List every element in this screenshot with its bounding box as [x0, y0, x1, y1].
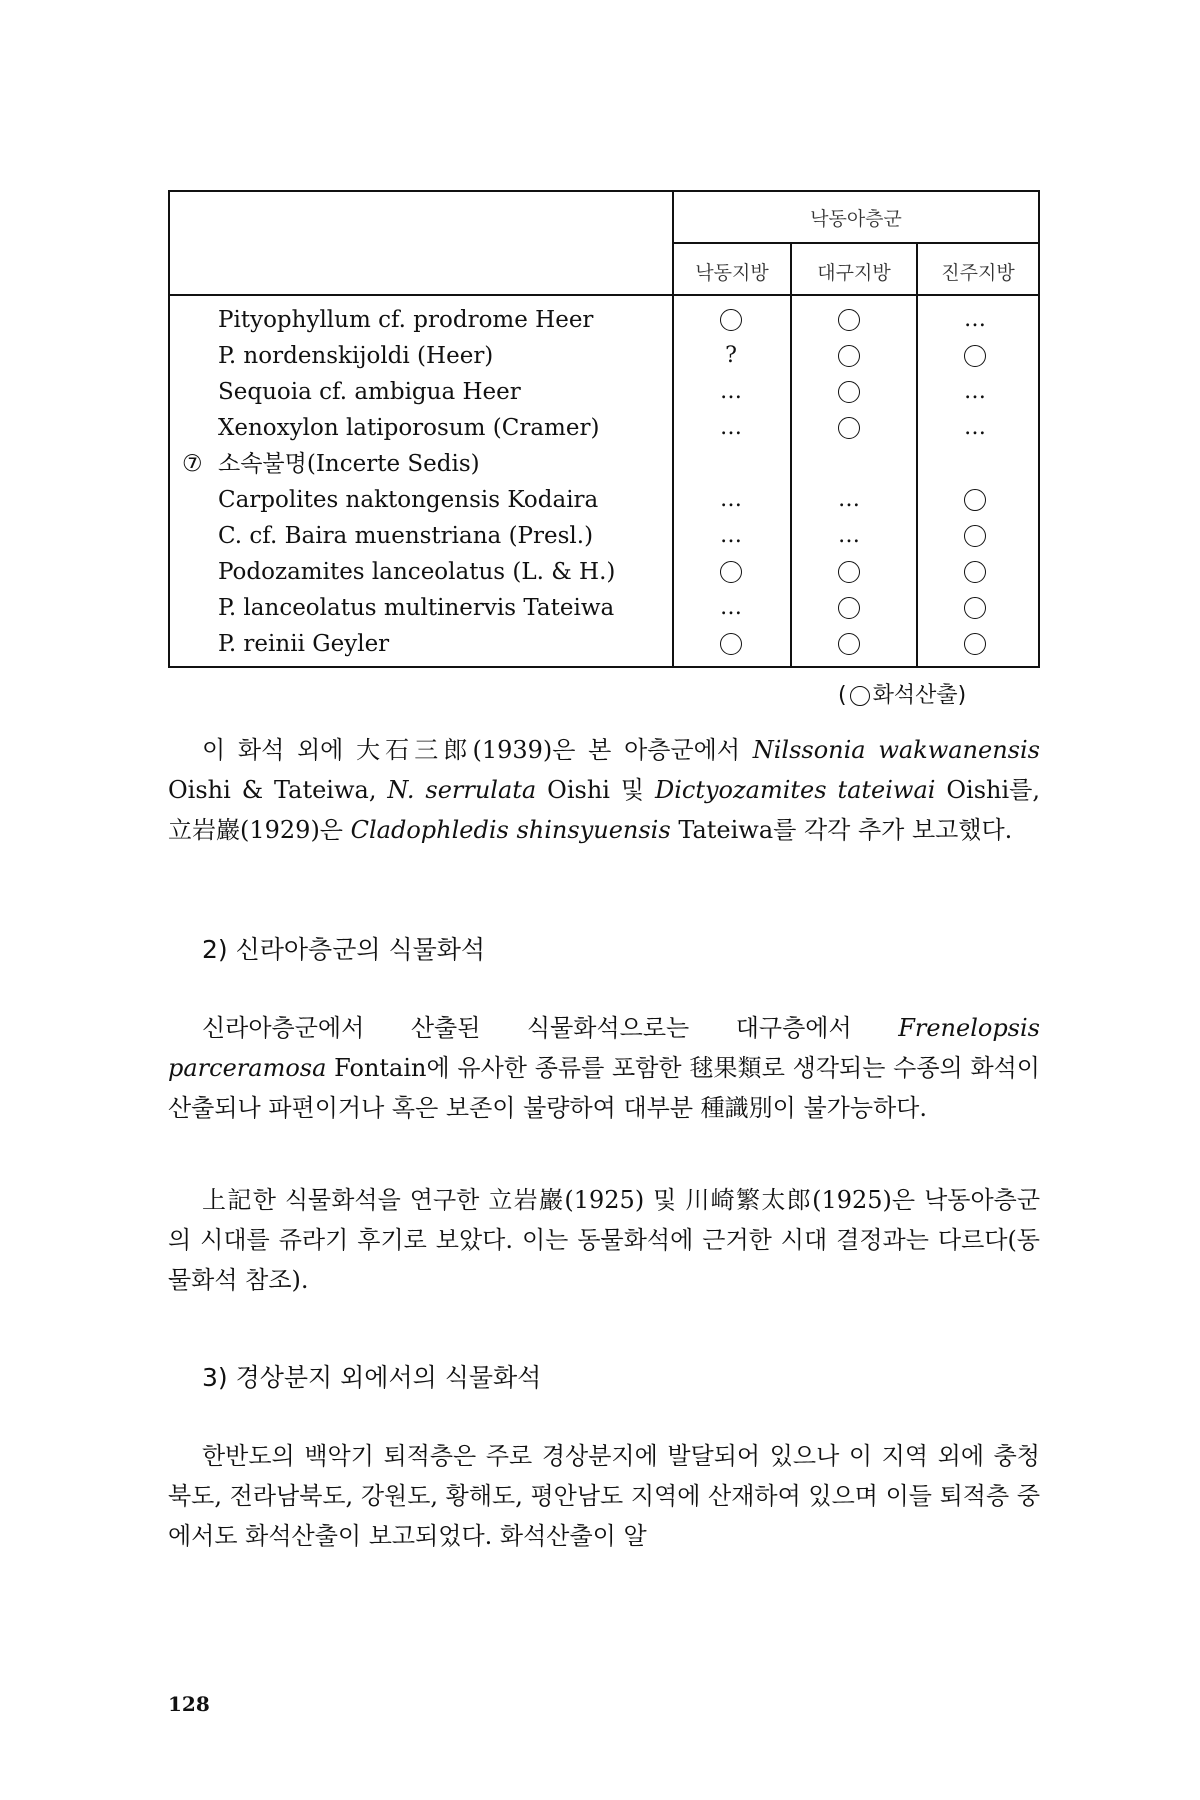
table-row	[168, 410, 1040, 446]
occurrence-circle-icon	[790, 554, 908, 590]
circle-symbol-icon	[850, 686, 870, 706]
circle-symbol-icon	[838, 561, 860, 583]
circle-symbol-icon	[838, 309, 860, 331]
circle-symbol-icon	[720, 633, 742, 655]
occurrence-mark: …	[720, 595, 742, 620]
table-row	[168, 446, 1040, 482]
species-name: Sequoia cf. ambigua Heer	[218, 379, 521, 405]
species-name: Pityophyllum cf. prodrome Heer	[218, 307, 594, 333]
paragraph-text: 上記한 식물화석을 연구한 立岩巖(1925) 및 川崎繁太郎(1925)은 낙동아층군의 시대를 쥬라기 후기로 보았다. 이는 동물화석에 근거한 시대 결정과는 다르다(동물화석 참조).	[168, 1186, 1040, 1294]
text-run: Tateiwa를 각각 추가 보고했다.	[670, 816, 1013, 844]
occurrence-circle-icon	[916, 518, 1034, 554]
circle-symbol-icon	[964, 345, 986, 367]
occurrence-mark: …	[964, 415, 986, 440]
legend-text: 화석산출	[872, 683, 958, 708]
occurrence-circle-icon	[790, 302, 908, 338]
paragraph-outside-basin	[168, 1436, 1040, 1556]
table-row	[168, 338, 1040, 374]
circle-symbol-icon	[838, 597, 860, 619]
occurrence-mark: ?	[725, 343, 737, 368]
species-name: Nilssonia wakwanensis	[752, 736, 1040, 764]
paragraph-age-determination	[168, 1180, 1040, 1300]
circle-symbol-icon	[838, 381, 860, 403]
table-row	[168, 554, 1040, 590]
table-legend: ( 화석산출)	[838, 683, 967, 708]
section-heading-silla: 2) 신라아층군의 식물화석	[202, 935, 486, 964]
species-name: P. lanceolatus multinervis Tateiwa	[218, 595, 615, 621]
occurrence-mark: …	[720, 523, 742, 548]
occurrence-mark: …	[838, 523, 860, 548]
circle-symbol-icon	[964, 597, 986, 619]
page-number: 128	[168, 1692, 210, 1716]
occurrence-mark: …	[720, 415, 742, 440]
circle-symbol-icon	[720, 309, 742, 331]
text-run: Oishi & Tateiwa,	[168, 776, 388, 804]
occurrence-circle-icon	[916, 554, 1034, 590]
col-header-daegu: 대구지방	[817, 262, 891, 284]
table-row	[168, 374, 1040, 410]
circle-symbol-icon	[838, 633, 860, 655]
occurrence-circle-icon	[672, 554, 790, 590]
table-row	[168, 590, 1040, 626]
species-name: Dictyozamites tateiwai	[654, 776, 936, 804]
text-run: 신라아층군에서 산출된 식물화석으로는 대구층에서	[202, 1014, 899, 1042]
occurrence-circle-icon	[916, 338, 1034, 374]
circle-symbol-icon	[964, 525, 986, 547]
group-header: 낙동아층군	[810, 208, 902, 230]
circle-symbol-icon	[720, 561, 742, 583]
occurrence-mark: …	[964, 379, 986, 404]
circle-symbol-icon	[838, 417, 860, 439]
occurrence-circle-icon	[790, 590, 908, 626]
species-name: Podozamites lanceolatus (L. & H.)	[218, 559, 616, 585]
occurrence-circle-icon	[790, 626, 908, 662]
paragraph-silla-fossils	[168, 1008, 1040, 1128]
circle-symbol-icon	[964, 489, 986, 511]
occurrence-circle-icon	[916, 590, 1034, 626]
circle-symbol-icon	[964, 633, 986, 655]
occurrence-circle-icon	[672, 626, 790, 662]
table-row	[168, 302, 1040, 338]
species-name: Xenoxylon latiporosum (Cramer)	[218, 415, 600, 441]
text-run: Fontain에 유사한 종류를 포함한 毬果類로 생각되는 수종의 화석이 산출되나 파편이거나 혹은 보존이 불량하여 대부분 種識別이 불가능하다.	[168, 1054, 1040, 1122]
paragraph-additional-fossils	[168, 730, 1040, 850]
occurrence-mark: …	[838, 487, 860, 512]
text-run: 이 화석 외에	[202, 736, 357, 764]
table-row	[168, 626, 1040, 662]
paragraph-text: 한반도의 백악기 퇴적층은 주로 경상분지에 발달되어 있으나 이 지역 외에 충청북도, 전라남북도, 강원도, 황해도, 평안남도 지역에 산재하여 있으며 이들 퇴적층 중에서도 화석산출이 보고되었다. 화석산출이 알	[168, 1442, 1040, 1550]
species-name: 소속불명(Incerte Sedis)	[218, 451, 480, 477]
text-run: Oishi를, 立岩巖(1929)은	[168, 776, 1040, 844]
occurrence-mark: …	[720, 487, 742, 512]
species-name: C. cf. Baira muenstriana (Presl.)	[218, 523, 594, 549]
species-name: P. reinii Geyler	[218, 631, 390, 657]
occurrence-circle-icon	[790, 374, 908, 410]
species-name: N. serrulata	[387, 776, 537, 804]
occurrence-circle-icon	[790, 410, 908, 446]
table-row	[168, 518, 1040, 554]
text-run: 大石三郎(1939)은 본 아층군에서	[356, 736, 753, 764]
circle-symbol-icon	[838, 345, 860, 367]
occurrence-circle-icon	[672, 302, 790, 338]
species-name: Cladophledis shinsyuensis	[350, 816, 671, 844]
text-run: Oishi 및	[536, 776, 655, 804]
table-row	[168, 482, 1040, 518]
section-number: ⑦	[182, 451, 203, 477]
species-name: P. nordenskijoldi (Heer)	[218, 343, 494, 369]
occurrence-circle-icon	[916, 482, 1034, 518]
species-name: Frenelopsis parceramosa	[168, 1014, 1040, 1082]
occurrence-mark: …	[720, 379, 742, 404]
occurrence-circle-icon	[916, 626, 1034, 662]
occurrence-circle-icon	[790, 338, 908, 374]
fossil-occurrence-table	[168, 190, 1040, 670]
species-name: Carpolites naktongensis Kodaira	[218, 487, 599, 513]
circle-symbol-icon	[964, 561, 986, 583]
section-heading-outside-basin: 3) 경상분지 외에서의 식물화석	[202, 1363, 542, 1392]
col-header-naktong: 낙동지방	[695, 262, 769, 284]
col-header-jinju: 진주지방	[941, 262, 1015, 284]
occurrence-mark: …	[964, 307, 986, 332]
